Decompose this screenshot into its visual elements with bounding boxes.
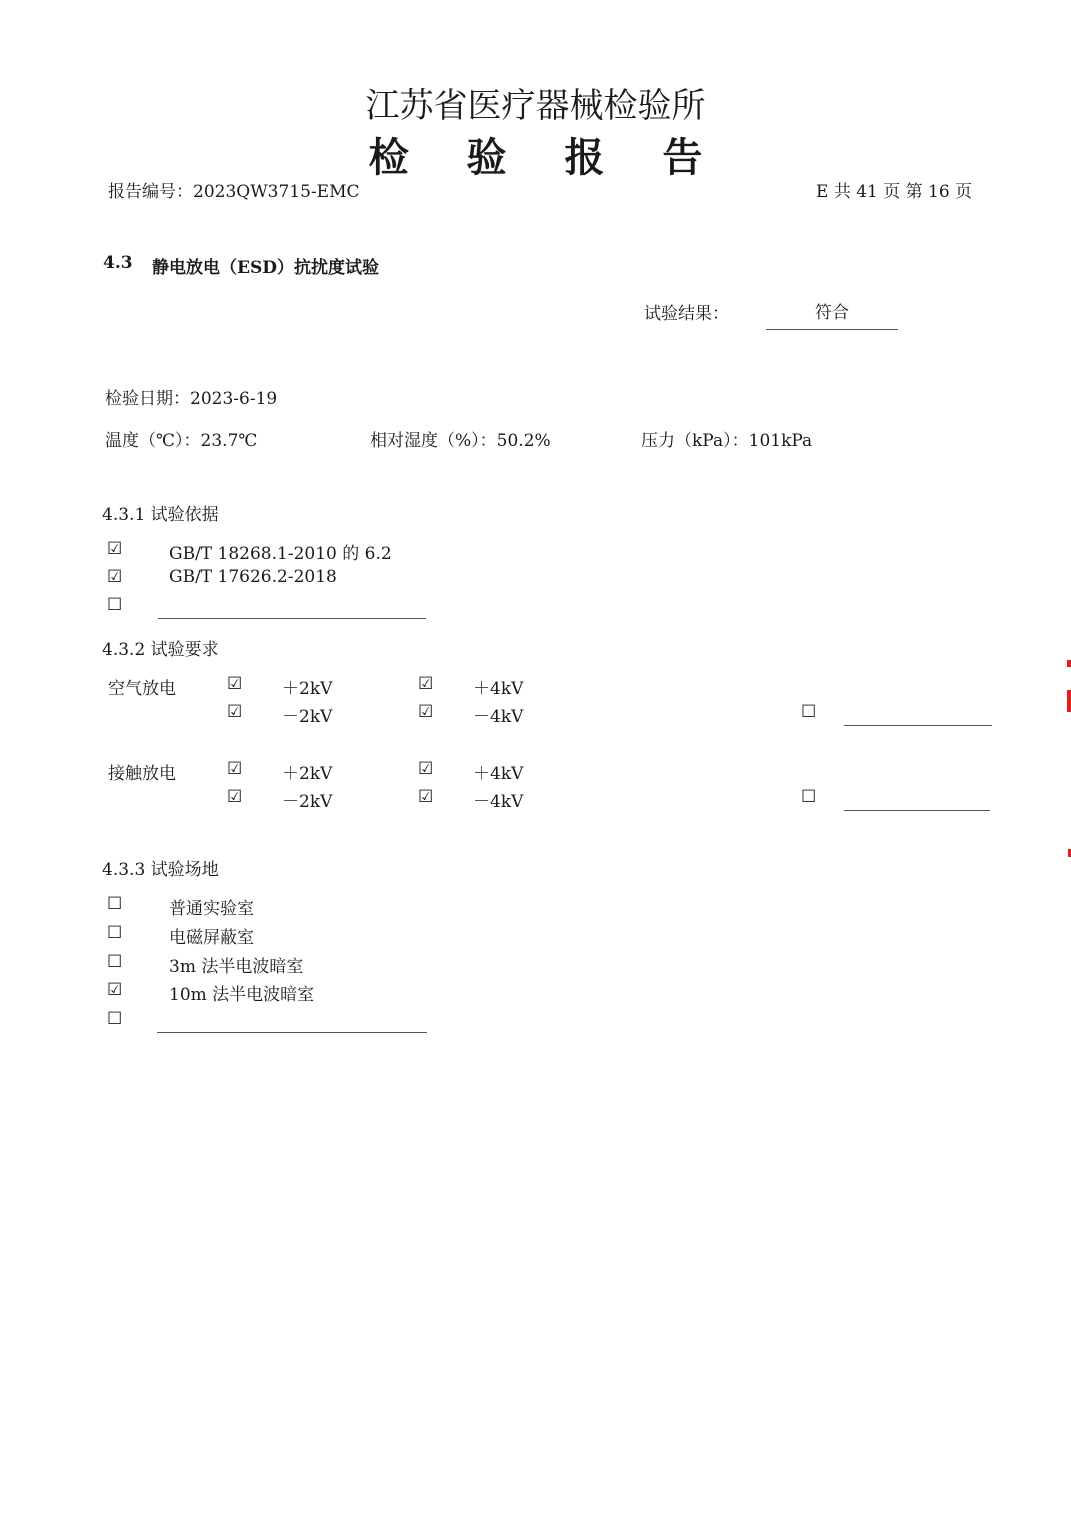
- result-value: 符合: [815, 303, 849, 323]
- result-underline: [766, 329, 898, 330]
- date-value: 2023-6-19: [190, 389, 278, 409]
- section-title: 静电放电（ESD）抗扰度试验: [152, 258, 379, 278]
- air-plus2-checkbox[interactable]: ☑: [227, 674, 243, 694]
- air-discharge-label: 空气放电: [108, 679, 176, 699]
- requirements-heading: 4.3.2 试验要求: [102, 640, 219, 660]
- air-other-field[interactable]: [844, 725, 992, 726]
- air-plus4-value: ＋4kV: [473, 679, 524, 699]
- site-item-4: 10m 法半电波暗室: [169, 985, 315, 1005]
- contact-minus2-value: －2kV: [282, 792, 333, 812]
- contact-discharge-label: 接触放电: [108, 764, 176, 784]
- basis-other-field[interactable]: [158, 618, 426, 619]
- basis-checkbox-1[interactable]: ☑: [107, 539, 123, 559]
- site-checkbox-2[interactable]: ☐: [107, 923, 123, 943]
- seal-mark-1: [1067, 660, 1071, 667]
- report-number-value: 2023QW3715-EMC: [193, 182, 360, 202]
- contact-minus2-checkbox[interactable]: ☑: [227, 787, 243, 807]
- temperature-value: 23.7℃: [200, 431, 258, 451]
- basis-item-1: GB/T 18268.1-2010 的 6.2: [169, 544, 392, 564]
- org-title: 江苏省医疗器械检验所: [365, 86, 706, 126]
- air-minus2-value: －2kV: [282, 707, 333, 727]
- contact-minus4-value: －4kV: [473, 792, 524, 812]
- basis-heading: 4.3.1 试验依据: [102, 505, 219, 525]
- contact-plus2-value: ＋2kV: [282, 764, 333, 784]
- pressure: [641, 426, 812, 451]
- page-info: E 共 41 页 第 16 页: [816, 182, 973, 202]
- site-heading: 4.3.3 试验场地: [102, 860, 219, 880]
- report-number: [108, 177, 360, 202]
- air-plus2-value: ＋2kV: [282, 679, 333, 699]
- contact-other-field[interactable]: [844, 810, 990, 811]
- site-other-field[interactable]: [157, 1032, 427, 1033]
- site-item-3: 3m 法半电波暗室: [169, 957, 304, 977]
- temperature-label: 温度（℃）：: [105, 431, 201, 451]
- pressure-label: 压力（kPa）：: [641, 431, 749, 451]
- air-other-checkbox[interactable]: ☐: [801, 702, 817, 722]
- contact-minus4-checkbox[interactable]: ☑: [418, 787, 434, 807]
- humidity-value: 50.2%: [496, 431, 551, 451]
- date-label: 检验日期：: [105, 389, 190, 409]
- contact-other-checkbox[interactable]: ☐: [801, 787, 817, 807]
- section-number: 4.3: [103, 253, 133, 273]
- basis-checkbox-3[interactable]: ☐: [107, 595, 123, 615]
- inspection-date: [105, 384, 277, 409]
- site-item-2: 电磁屏蔽室: [169, 928, 254, 948]
- site-checkbox-3[interactable]: ☐: [107, 952, 123, 972]
- basis-item-2: GB/T 17626.2-2018: [169, 567, 337, 587]
- humidity-label: 相对湿度（%）：: [370, 431, 497, 451]
- site-item-1: 普通实验室: [169, 899, 254, 919]
- site-checkbox-5[interactable]: ☐: [107, 1009, 123, 1029]
- pressure-value: 101kPa: [748, 431, 813, 451]
- humidity: [370, 426, 551, 451]
- result-label: 试验结果：: [644, 304, 729, 324]
- document-title: 检 验 报 告: [368, 135, 725, 181]
- basis-checkbox-2[interactable]: ☑: [107, 567, 123, 587]
- report-number-label: 报告编号：: [108, 182, 193, 202]
- contact-plus2-checkbox[interactable]: ☑: [227, 759, 243, 779]
- air-minus2-checkbox[interactable]: ☑: [227, 702, 243, 722]
- air-plus4-checkbox[interactable]: ☑: [418, 674, 434, 694]
- site-checkbox-4[interactable]: ☑: [107, 980, 123, 1000]
- temperature: [105, 426, 257, 451]
- seal-mark-2: [1067, 690, 1071, 712]
- air-minus4-value: －4kV: [473, 707, 524, 727]
- contact-plus4-checkbox[interactable]: ☑: [418, 759, 434, 779]
- contact-plus4-value: ＋4kV: [473, 764, 524, 784]
- site-checkbox-1[interactable]: ☐: [107, 894, 123, 914]
- air-minus4-checkbox[interactable]: ☑: [418, 702, 434, 722]
